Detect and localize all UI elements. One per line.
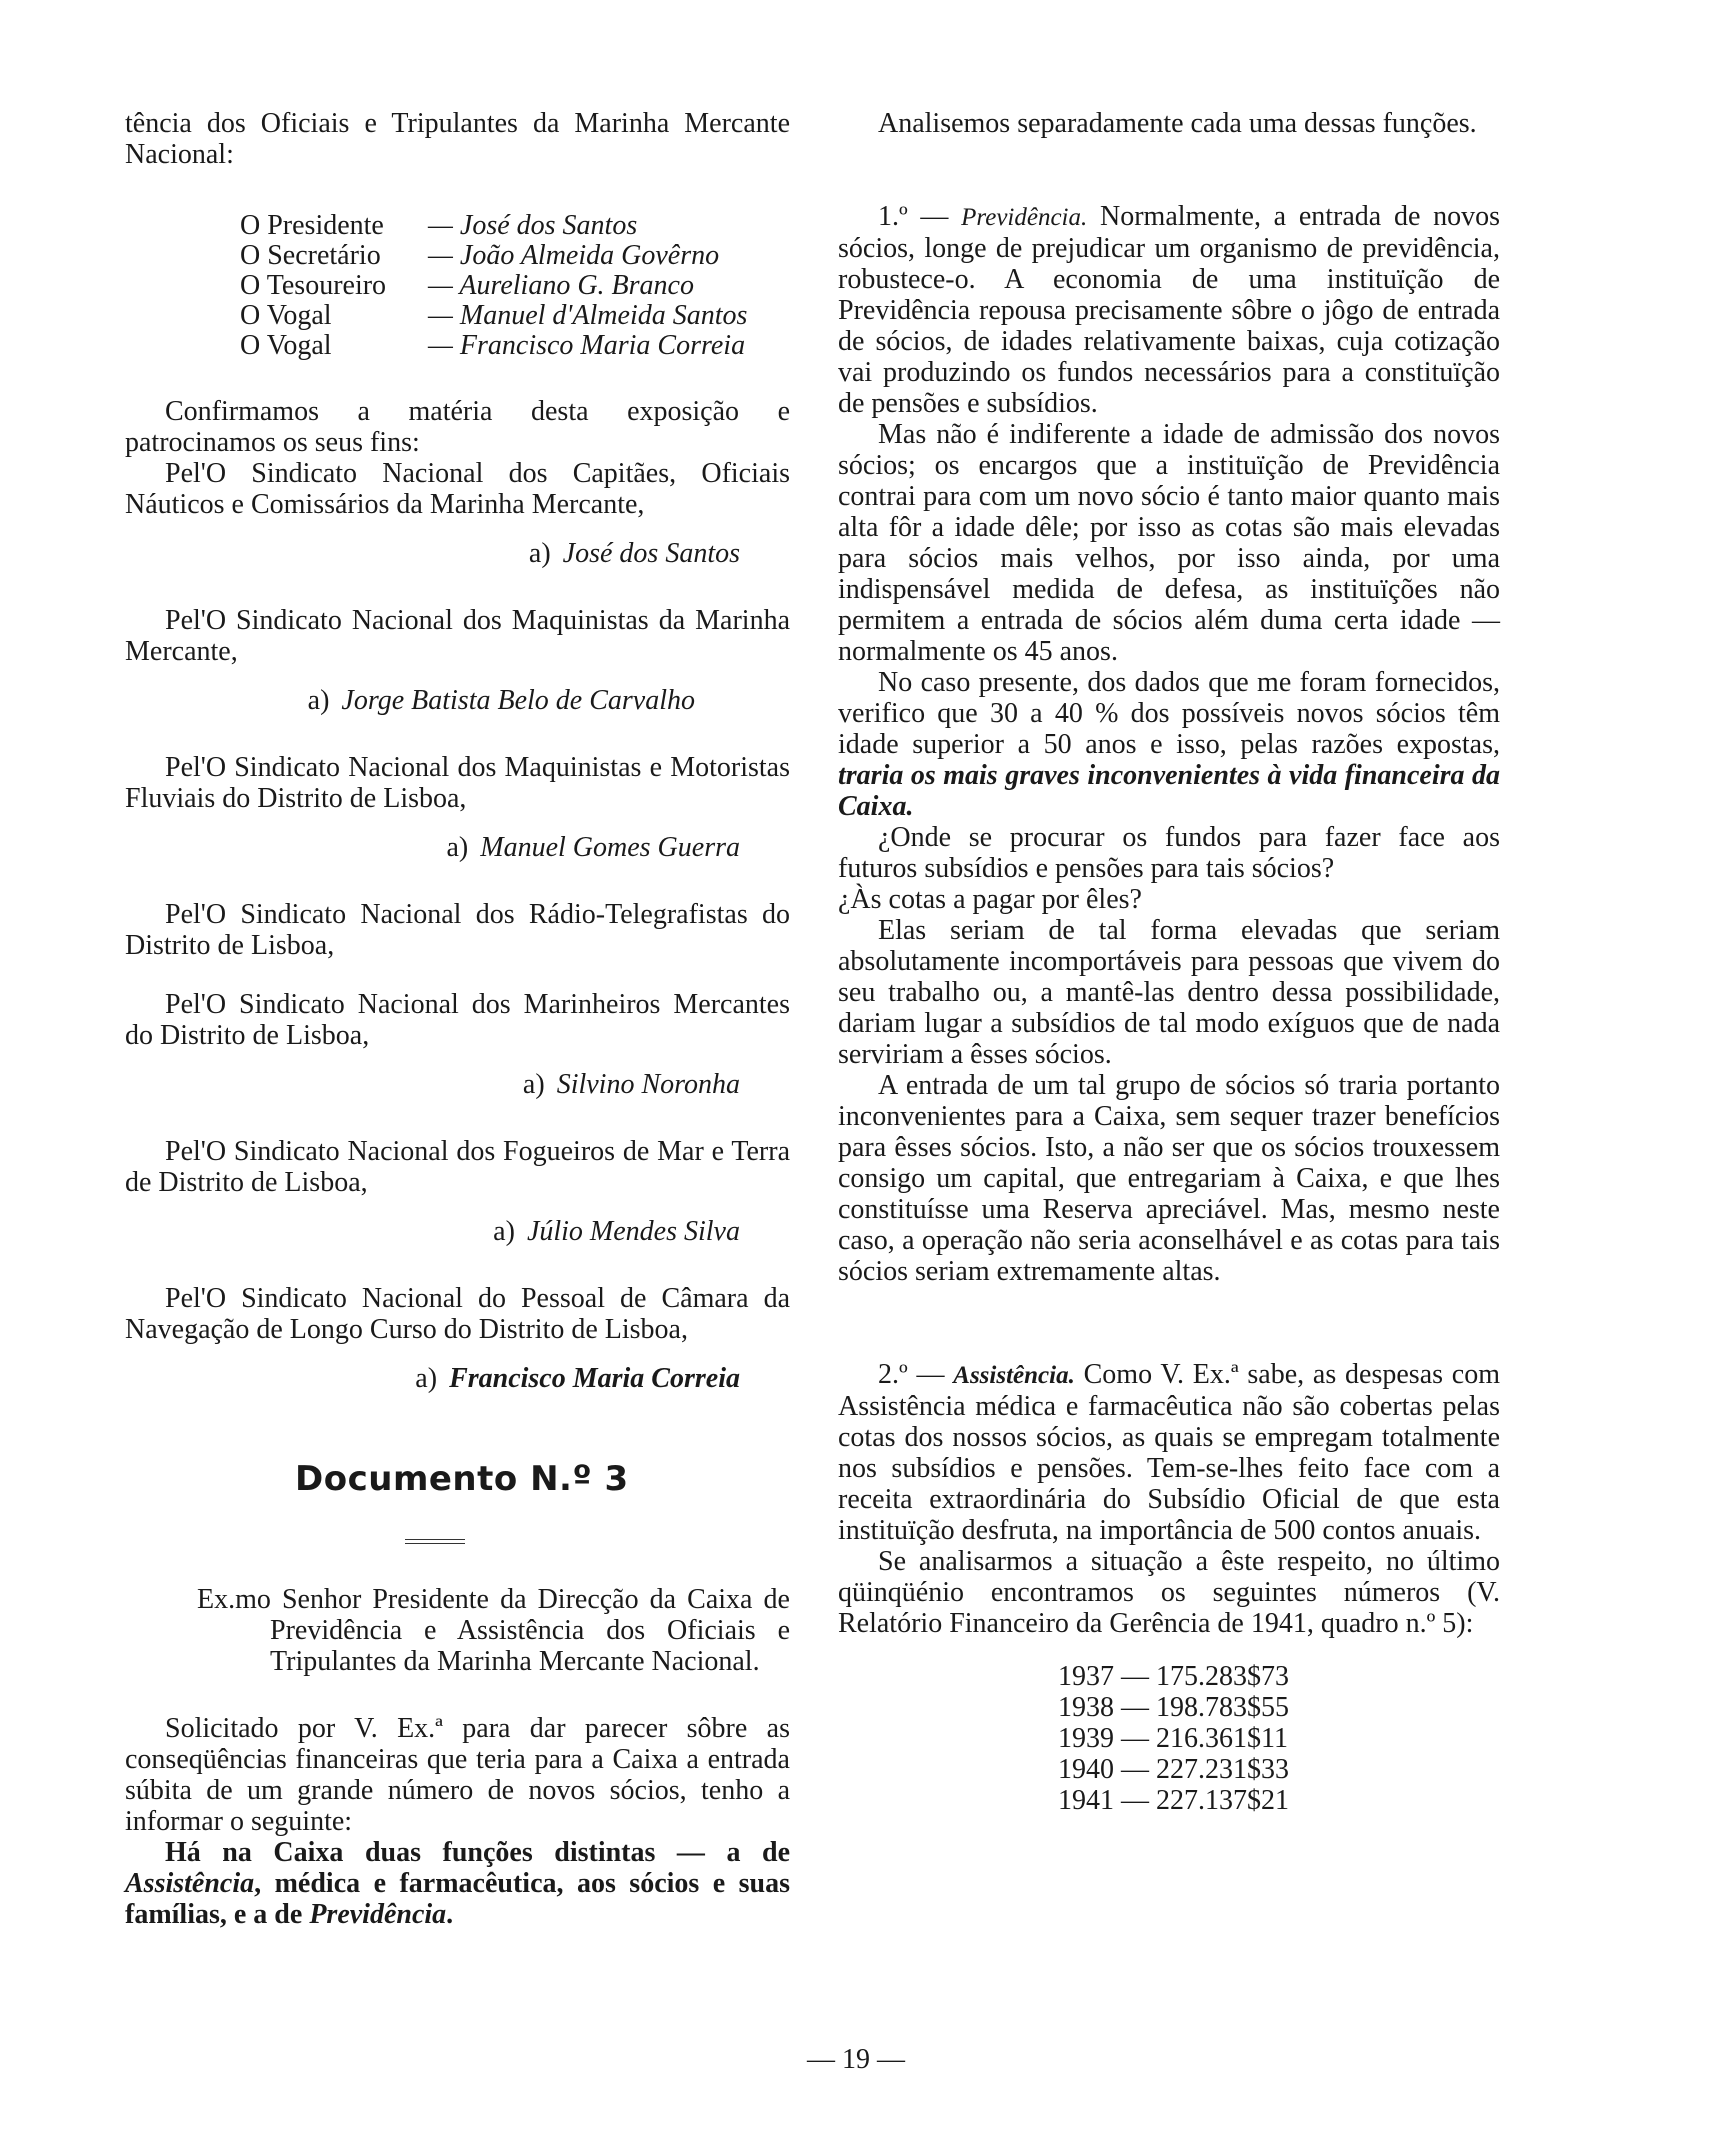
figures-table	[1058, 1661, 1500, 1816]
union-text: Pel'O Sindicato Nacional dos Capitães, Oficiais Náuticos e Comissários da Marinha Mercante,	[125, 458, 790, 520]
document-title: Documento N.º 3	[295, 1459, 629, 1499]
intro-text: tência dos Oficiais e Tripulantes da Marinha Mercante Nacional:	[125, 108, 790, 170]
signer-name: Francisco Maria Correia	[449, 1363, 740, 1394]
signature-line: a) Francisco Maria Correia	[415, 1363, 740, 1394]
section-assistencia: 2.º — Assistência. Como V. Ex.ª sabe, as despesas com Assistência médica e farmacêutica não são cobertas pelas cotas dos nossos sócios, as quais se empregam totalmente nos subsídios e pensões. Tem-se-lhes feito face com a receita extraordinária do Subsídio Oficial de que esta instituïção desfruta, na importância de 500 contos anuais.	[838, 1359, 1501, 1546]
paragraph: Mas não é indiferente a idade de admissão dos novos sócios; os encargos que a instituïção de Previdência contrai para com um novo sócio é tanto maior quanto mais alta fôr a idade dêle; por isso as cotas são mais elevadas para sócios mais velhos, por isso ainda, por uma indispensável medida de defesa, as instituïções não permitem a entrada de sócios além duma certa idade — normalmente os 45 anos.	[838, 419, 1500, 667]
figure-row: 1937 — 175.283$73	[1058, 1661, 1289, 1692]
role-row: O Secretário — João Almeida Govêrno	[240, 240, 720, 271]
left-column	[125, 108, 790, 1930]
address-block: Ex.mo Senhor Presidente da Direcção da Caixa de Previdência e Assistência dos Oficiais e Tripulantes da Marinha Mercante Nacional.	[197, 1584, 790, 1677]
signature-line: a) Jorge Batista Belo de Carvalho	[307, 685, 695, 716]
question: ¿Onde se procurar os fundos para fazer face aos futuros subsídios e pensões para tais sócios?	[838, 822, 1500, 884]
paragraph: No caso presente, dos dados que me foram fornecidos, verifico que 30 a 40 % dos possíveis novos sócios têm idade superior a 50 anos e isso, pelas razões expostas, traria os mais graves inconvenientes à vida financeira da Caixa.	[838, 667, 1500, 822]
signer-name: José dos Santos	[562, 538, 740, 569]
roles-list	[240, 210, 790, 360]
union-text: Pel'O Sindicato Nacional do Pessoal de Câmara da Navegação de Longo Curso do Distrito de Lisboa,	[125, 1283, 790, 1345]
union-text: Pel'O Sindicato Nacional dos Marinheiros Mercantes do Distrito de Lisboa,	[125, 989, 790, 1051]
paragraph: Se analisarmos a situação a êste respeito, no último qüinqüénio encontramos os seguintes números (V. Relatório Financeiro da Gerência de 1941, quadro n.º 5):	[838, 1546, 1500, 1639]
question: ¿Às cotas a pagar por êles?	[838, 884, 1142, 915]
figure-row: 1938 — 198.783$55	[1058, 1692, 1289, 1723]
confirm-text: Confirmamos a matéria desta exposição e patrocinamos os seus fins:	[125, 396, 790, 458]
right-column	[838, 108, 1500, 1816]
paragraph: Elas seriam de tal forma elevadas que seriam absolutamente incomportáveis para pessoas que vivem do seu trabalho ou, a mantê-las dentro dessa possibilidade, dariam lugar a subsídios de tal modo exíguos que de nada serviriam a êsses sócios.	[838, 915, 1500, 1070]
page-number: — 19 —	[807, 2044, 905, 2075]
figure-row: 1940 — 227.231$33	[1058, 1754, 1289, 1785]
signer-name: Silvino Noronha	[556, 1069, 740, 1100]
paragraph: Há na Caixa duas funções distintas — a de Assistência, médica e farmacêutica, aos sócios e suas famílias, e a de Previdência.	[125, 1837, 790, 1930]
signature-line: a) Manuel Gomes Guerra	[446, 832, 740, 863]
figure-row: 1939 — 216.361$11	[1058, 1723, 1288, 1754]
role-row: O Tesoureiro — Aureliano G. Branco	[240, 270, 694, 301]
role-row: O Vogal — Francisco Maria Correia	[240, 330, 746, 361]
figure-row: 1941 — 227.137$21	[1058, 1785, 1289, 1816]
signer-name: Júlio Mendes Silva	[526, 1216, 740, 1247]
paragraph: A entrada de um tal grupo de sócios só traria portanto inconvenientes para a Caixa, sem sequer trazer benefícios para êsses sócios. Isto, a não ser que os sócios trouxessem consigo um capital, que entregariam à Caixa, e que lhes constituísse uma Reserva apreciável. Mas, mesmo neste caso, a operação não seria aconselhável e as cotas para tais sócios seriam extremamente altas.	[838, 1070, 1500, 1287]
section-previdencia: 1.º — Previdência. Normalmente, a entrada de novos sócios, longe de prejudicar um organismo de previdência, robustece-o. A economia de uma instituïção de Previdência repousa precisamente sôbre o jôgo de entrada de sócios, de idades relativamente baixas, cuja cotização vai produzindo os fundos necessários para a constituïção de pensões e subsídios.	[838, 201, 1501, 419]
signature-line: a) José dos Santos	[528, 538, 740, 569]
union-text: Pel'O Sindicato Nacional dos Fogueiros de Mar e Terra de Distrito de Lisboa,	[125, 1136, 790, 1198]
title-divider	[405, 1539, 465, 1544]
paragraph: Analisemos separadamente cada uma dessas funções.	[878, 108, 1477, 139]
section-heading: Assistência.	[953, 1362, 1075, 1389]
role-row: O Vogal — Manuel d'Almeida Santos	[240, 300, 748, 331]
section-heading: Previdência.	[961, 204, 1088, 231]
signature-line: a) Silvino Noronha	[522, 1069, 740, 1100]
union-text: Pel'O Sindicato Nacional dos Maquinistas e Motoristas Fluviais do Distrito de Lisboa,	[125, 752, 790, 814]
union-text: Pel'O Sindicato Nacional dos Rádio-Telegrafistas do Distrito de Lisboa,	[125, 899, 790, 961]
signature-line: a) Júlio Mendes Silva	[493, 1216, 740, 1247]
paragraph: Solicitado por V. Ex.ª para dar parecer sôbre as conseqüências financeiras que teria para a Caixa a entrada súbita de um grande número de novos sócios, tenho a informar o seguinte:	[125, 1713, 790, 1837]
union-text: Pel'O Sindicato Nacional dos Maquinistas da Marinha Mercante,	[125, 605, 790, 667]
role-row: O Presidente — José dos Santos	[240, 210, 638, 241]
signer-name: Jorge Batista Belo de Carvalho	[341, 685, 695, 716]
signer-name: Manuel Gomes Guerra	[480, 832, 740, 863]
